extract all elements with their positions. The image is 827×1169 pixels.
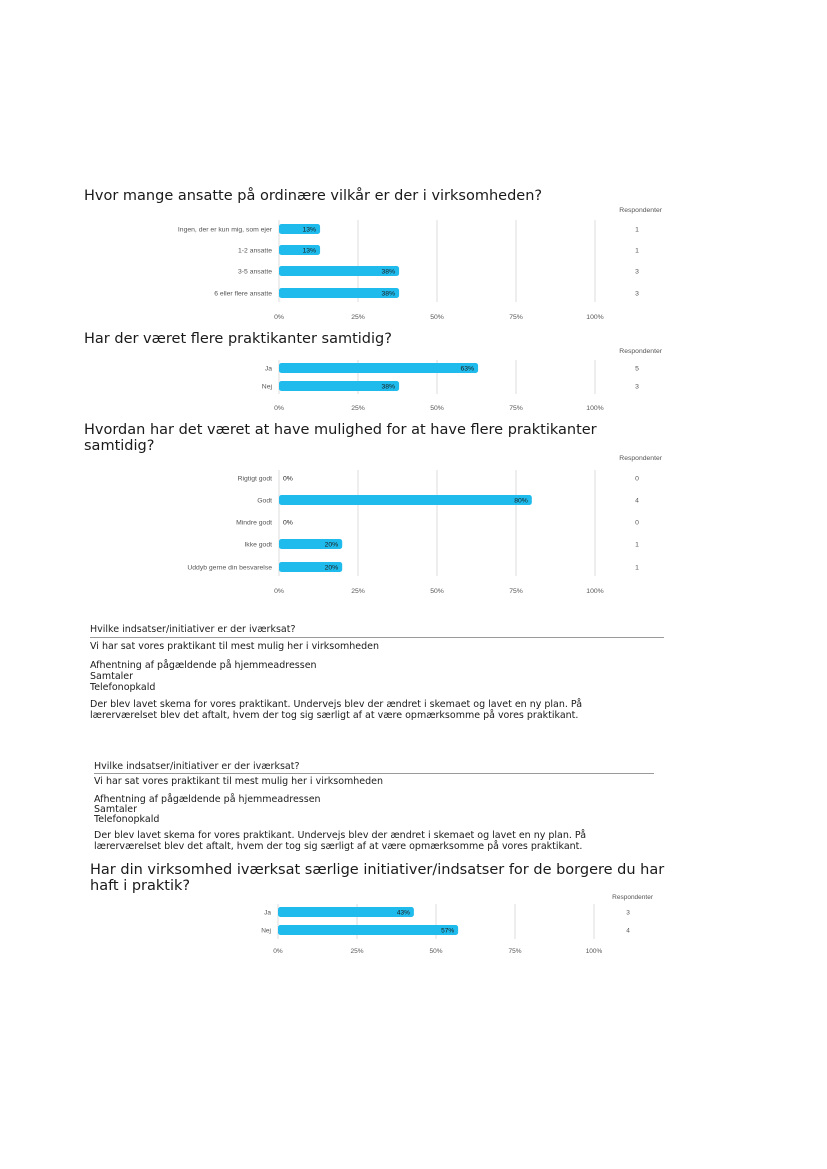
chart-4-category-label: Nej	[261, 927, 271, 935]
chart-1-respondent-count: 1	[635, 247, 639, 255]
chart-1-category-label: Ingen, der er kun mig, som ejer	[177, 226, 272, 234]
chart-3-tick-label: 25%	[351, 588, 365, 595]
chart-4-tick-label: 50%	[429, 948, 443, 955]
chart-4-tick-label: 100%	[585, 948, 603, 955]
initiatives-2-answer-3-line-2: lærerværelset blev det aftalt, hvem der tog sig særligt af at være opmærksomme på vores praktikant.	[94, 841, 583, 852]
chart-4-tick-label: 25%	[350, 948, 364, 955]
chart-3-value-label: 0%	[283, 475, 293, 483]
chart-3-category-label: Mindre godt	[236, 519, 272, 527]
chart-2-tick-label: 100%	[586, 405, 604, 412]
chart-2-category-label: Ja	[264, 365, 272, 373]
question-title-3-line-1: Hvordan har det været at have mulighed for at have flere praktikanter	[84, 422, 597, 438]
chart-1-tick-label: 0%	[274, 314, 284, 321]
initiatives-2-answer-2-line-3: Telefonopkald	[94, 814, 160, 825]
chart-3-value-label: 20%	[324, 541, 339, 549]
chart-1-value-label: 13%	[302, 247, 317, 255]
question-title-3-line-2: samtidig?	[84, 438, 155, 454]
question-title-4-line-2: haft i praktik?	[90, 878, 191, 894]
chart-1-value-label: 38%	[381, 290, 396, 298]
initiatives-2-answer-2-line-2: Samtaler	[94, 804, 138, 815]
chart-2-tick-label: 25%	[351, 405, 365, 412]
chart-1-category-label: 1-2 ansatte	[237, 247, 272, 255]
chart-1-value-label: 13%	[302, 226, 317, 234]
initiatives-1-answer-3-line-2: lærerværelset blev det aftalt, hvem der tog sig særligt af at være opmærksomme på vores praktikant.	[90, 710, 579, 721]
chart-4-respondent-count: 3	[626, 909, 630, 917]
chart-1-tick-label: 50%	[430, 314, 444, 321]
chart-2-category-label: Nej	[261, 383, 272, 391]
initiatives-1-answer-3-line-1: Der blev lavet skema for vores praktikant. Undervejs blev der ændret i skemaet og lavet en ny plan. På	[90, 699, 583, 710]
chart-4-respondent-count: 4	[626, 927, 630, 935]
chart-1-tick-label: 75%	[509, 314, 523, 321]
chart-3-respondents-header: Respondenter	[619, 455, 662, 462]
chart-3-tick-label: 75%	[509, 588, 523, 595]
chart-4-respondents-header: Respondenter	[612, 894, 653, 901]
chart-1-respondents-header: Respondenter	[619, 207, 662, 214]
chart-1-value-label: 38%	[381, 268, 396, 276]
chart-4-tick-label: 0%	[273, 948, 283, 955]
chart-3-respondent-count: 1	[635, 541, 639, 549]
initiatives-2-answer-1-line-1: Vi har sat vores praktikant til mest mulig her i virksomheden	[94, 776, 384, 787]
chart-3-value-label: 0%	[283, 519, 293, 527]
chart-1-respondent-count: 3	[635, 290, 639, 298]
chart-1-tick-label: 25%	[351, 314, 365, 321]
chart-2-respondent-count: 5	[635, 365, 639, 373]
chart-2-tick-label: 0%	[274, 405, 284, 412]
initiatives-1-answer-1-line-1: Vi har sat vores praktikant til mest mulig her i virksomheden	[90, 641, 380, 652]
initiatives-1-answer-2-line-1: Afhentning af pågældende på hjemmeadressen	[90, 660, 317, 671]
chart-3-respondent-count: 4	[635, 497, 639, 505]
chart-3-tick-label: 50%	[430, 588, 444, 595]
chart-3-category-label: Uddyb gerne din besvarelse	[187, 564, 272, 572]
initiatives-2-answer-2-line-1: Afhentning af pågældende på hjemmeadressen	[94, 794, 321, 805]
question-title-2: Har der været flere praktikanter samtidig?	[84, 331, 392, 347]
initiatives-heading-1: Hvilke indsatser/initiativer er der iværksat?	[90, 624, 296, 635]
chart-1-category-label: 3-5 ansatte	[237, 268, 272, 276]
chart-4-category-label: Ja	[264, 909, 271, 917]
question-title-4-line-1: Har din virksomhed iværksat særlige initiativer/indsatser for de borgere du har	[90, 862, 665, 878]
chart-2-bar	[279, 363, 478, 373]
chart-3-category-label: Godt	[257, 497, 272, 505]
initiatives-1-answer-2-line-3: Telefonopkald	[90, 682, 156, 693]
chart-3-respondent-count: 1	[635, 564, 639, 572]
chart-2-value-label: 38%	[381, 383, 396, 391]
initiatives-1-answer-2-line-2: Samtaler	[90, 671, 134, 682]
chart-4-bar	[278, 907, 414, 917]
chart-2-value-label: 63%	[460, 365, 475, 373]
chart-4-value-label: 57%	[441, 927, 455, 935]
chart-3-respondent-count: 0	[635, 475, 639, 483]
chart-4-value-label: 43%	[396, 909, 410, 917]
question-title-1: Hvor mange ansatte på ordinære vilkår er der i virksomheden?	[84, 188, 543, 204]
initiatives-heading-2: Hvilke indsatser/initiativer er der iværksat?	[94, 761, 300, 772]
chart-1-respondent-count: 3	[635, 268, 639, 276]
chart-3-category-label: Ikke godt	[244, 541, 272, 549]
initiatives-divider-1	[90, 637, 664, 638]
chart-2-tick-label: 75%	[509, 405, 523, 412]
chart-1-tick-label: 100%	[586, 314, 604, 321]
chart-3-value-label: 80%	[514, 497, 528, 505]
chart-4-tick-label: 75%	[508, 948, 522, 955]
chart-3-value-label: 20%	[324, 564, 339, 572]
chart-3-bar	[279, 495, 532, 505]
initiatives-divider-2	[94, 773, 654, 774]
chart-3-tick-label: 0%	[274, 588, 284, 595]
chart-3-category-label: Rigtigt godt	[237, 475, 272, 483]
initiatives-2-answer-3-line-1: Der blev lavet skema for vores praktikant. Undervejs blev der ændret i skemaet og lavet en ny plan. På	[94, 830, 587, 841]
chart-4-bar	[278, 925, 458, 935]
chart-1-respondent-count: 1	[635, 226, 639, 234]
chart-3-tick-label: 100%	[586, 588, 604, 595]
chart-2-respondents-header: Respondenter	[619, 348, 662, 355]
chart-2-tick-label: 50%	[430, 405, 444, 412]
chart-2-respondent-count: 3	[635, 383, 639, 391]
chart-1-category-label: 6 eller flere ansatte	[214, 290, 272, 298]
chart-3-respondent-count: 0	[635, 519, 639, 527]
